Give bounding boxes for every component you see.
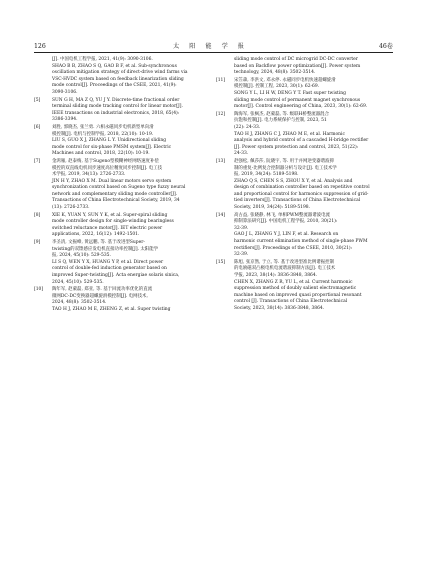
reference-number: [9] (34, 240, 41, 246)
reference-text-line: 陶年军, 赵蒙磊, 郑亚, 等. 基于回流功率优化的直流 (52, 287, 153, 293)
reference-text-line: SUN G H, MA Z Q, YU J Y. Discrete-time fractional order (52, 97, 180, 103)
reference-text-line: analysis and hybrid control of a cascaded H-bridge rectifier (234, 138, 369, 144)
reference-text-line: Machines and control, 2018, 22(10): 10-19. (52, 151, 150, 157)
reference-text-line: 抗饱和控制[J]. 电力系统保护与控制, 2023, 51 (234, 118, 327, 124)
reference-text-line: 宋笠森, 李洪文, 邓永停. 永磁同步电机快速超螺旋滑 (234, 77, 336, 83)
reference-text-line: (22): 24-33. (234, 124, 261, 130)
reference-text-line: Society, 2023, 38(14): 3836-3848, 3864. (234, 305, 325, 311)
reference-text-line: 24-33. (234, 151, 249, 157)
reference-entry (216, 213, 392, 259)
reference-text-line: harmonic current elimination method of single-phase PWM (234, 239, 368, 245)
reference-text-line: sliding mode control of permanent magnet synchronous (234, 97, 361, 103)
reference-text-line: Transactions of China Electrotechnical Society, 2019, 34 (52, 198, 180, 204)
reference-number: [11] (216, 77, 226, 83)
journal-title: 太阳能学报 (173, 43, 254, 50)
reference-number: [6] (34, 124, 41, 130)
reference-text-line: 的电励磁双凸极电机电流谐波抑制方法[J]. 电工技术 (234, 266, 336, 272)
left-reference-column (34, 57, 210, 315)
reference-text-line: tied inverters[J]. Transactions of China Electrotechnical (234, 198, 361, 204)
reference-entry (216, 78, 392, 111)
reference-text-line: rectifiers[J]. Proceedings of the CSEE, 2010, 30(21): (234, 245, 353, 251)
reference-text-line: terminal sliding mode tracking control for linear motor[J]. (52, 104, 183, 110)
reference-text-line: ZHAO Q S, CHEN S S, ZHOU X Y, et al. Analysis and (234, 178, 353, 184)
reference-text-line: 陶海军, 张枫杰, 赵蒙磊, 等. 级联H桥整流器混合 (234, 111, 330, 117)
reference-text-line: 模控的双直线电机同步速度高位精度同步控制[J]. 电工技 (52, 165, 163, 171)
reference-text-line: 赵强松, 佩莎莎, 阮晓宇, 等. 用于并网逆变器谐波抑 (234, 158, 335, 164)
reference-text-line: network and complementary sliding mode controller[J]. (52, 191, 178, 197)
reference-text-line: suppression method of doubly salient electromagnetic (234, 286, 357, 292)
reference-number: [5] (34, 97, 41, 103)
reference-entry (34, 57, 210, 97)
reference-text-line: [J]. 中国电机工程学报, 2021, 41(9): 3090-3106. (52, 57, 153, 62)
reference-text-line: LIU S, GUO X J, ZHANG L Y. Unidirectional sliding (52, 138, 167, 144)
reference-text-line: 32-39. (234, 252, 249, 258)
reference-text-line: 金鸿雁, 赵泰梅, 基于Sugeno型模糊神经网络速度补偿 (52, 158, 159, 164)
reference-text-line: 刘胜, 郭晓杰, 张兰勇. 六相永磁同步电机新型单向滑 (52, 124, 154, 130)
reference-text-line: oscillation mitigation strategy of direct-drive wind farms via (52, 70, 188, 76)
reference-text-line: motor[J]. Control engineering of China, 2023, 30(1): 62-69. (234, 104, 368, 110)
reference-entry (216, 57, 392, 77)
reference-text-line: 报, 2024, 45(10): 529-535. (52, 253, 111, 259)
reference-text-line: twisting的双馈感应发电机直接功率控制[J]. 太阳能学 (52, 246, 159, 252)
reference-text-line: 微网DC-DC变换器超螺旋滑模控制[J]. 电网技术, (52, 293, 148, 299)
reference-text-line: SONG Y L, LI H W, DENG Y T. Fast super twisting (234, 90, 346, 96)
reference-number: [8] (34, 212, 41, 218)
reference-number: [14] (216, 212, 226, 218)
reference-text-line: 李圣清, 文振峰, 黄远鹏, 等. 基于改进型Super- (52, 240, 145, 246)
reference-text-line: XIE K, YUAN Y, SUN Y K, et al. Super-spiral sliding (52, 212, 168, 218)
reference-text-line: switched reluctance motor[J]. IET electric power (52, 225, 163, 231)
reference-entry (34, 159, 210, 212)
reference-text-line: mode control[J]. Proceedings of the CSEE, 2021, 41(9): (52, 83, 177, 89)
reference-number: [12] (216, 111, 226, 117)
reference-entry (34, 125, 210, 158)
reference-entry (34, 213, 210, 239)
reference-text-line: machine based on improved quasi proportional resonant (234, 292, 362, 298)
reference-number: [10] (34, 287, 44, 293)
reference-number: [13] (216, 158, 226, 164)
reference-text-line: improved Super-twisting[J]. Acta energiae solaris sinica, (52, 273, 180, 278)
reference-text-line: 3090-3106. (52, 89, 78, 95)
reference-text-line: 2024, 48(8): 3502-3514. (52, 300, 107, 306)
reference-text-line: design of combination controller based on repetitive control (234, 185, 370, 191)
reference-text-line: 报, 2019, 34(24): 5189-5198. (234, 172, 299, 178)
reference-text-line: and proportional control for harmonics suppression of grid- (234, 191, 369, 197)
reference-number: [15] (216, 259, 226, 265)
reference-text-line: 模控制[J]. 控制工程, 2023, 30(1): 62-69. (234, 84, 320, 90)
reference-entry (34, 98, 210, 124)
reference-text-line: SHAO B B, ZHAO S Q, GAO B F, et al. Sub-synchronous (52, 63, 177, 69)
reference-text-line: synchronization control based on Sugeno type fuzzy neural (52, 185, 186, 191)
page-number: 126 (34, 43, 46, 50)
reference-text-line: VSC-HVDC system based on feedback linearization sliding (52, 76, 184, 82)
reference-entry (216, 159, 392, 212)
reference-text-line: control [J]. Transactions of China Electrotechnical (234, 299, 348, 305)
reference-text-line: based on Backflow power optimization[J]. Power system (234, 63, 361, 69)
reference-number: [7] (34, 158, 41, 164)
reference-text-line: Society, 2019, 34(24): 5189-5198. (234, 205, 311, 211)
reference-text-line: GAO J L, ZHANG Y J, LIN F, et al. Research on (234, 232, 339, 238)
reference-text-line: 陈旭, 张京然, 于立, 等. 基于改进型准比例谐振控制 (234, 259, 335, 265)
reference-text-line: mode control for six-phase PMSM system[J]. Electric (52, 144, 172, 150)
reference-entry (216, 112, 392, 158)
reference-text-line: 抑制算法研究[J]. 中国电机工程学报, 2010, 30(21): (234, 219, 338, 225)
reference-text-line: technology, 2024, 48(8): 3502-3514. (234, 70, 316, 76)
reference-text-line: IEEE transactions on industrial electronics, 2018, 65(4): (52, 110, 180, 116)
reference-text-line: 高古益, 张晓静, 林飞, 单相PWM整流器谐波电流 (234, 212, 330, 218)
reference-entry (34, 287, 210, 313)
reference-text-line: applications, 2022, 16(12): 1492-1501. (52, 232, 140, 238)
reference-entry (216, 260, 392, 313)
reference-text-line: 32-39. (234, 225, 249, 231)
reference-text-line: TAO H J, ZHANG C J, ZHAO M E, et al. Harmonic (234, 131, 345, 137)
reference-entry (34, 240, 210, 286)
reference-text-line: 2024, 45(10): 529-535. (52, 279, 104, 285)
reference-text-line: sliding mode control of DC microgrid DC-DC converter (234, 57, 358, 62)
right-reference-column (216, 57, 392, 314)
reference-text-line: [J]. Power system protection and control, 2023, 51(22): (234, 144, 359, 150)
reference-text-line: 模控制[J]. 电机与控制学报, 2018, 22(10): 10-19. (52, 131, 154, 137)
reference-text-line: control of double-fed induction generator based on (52, 266, 167, 272)
reference-text-line: CHEN X, ZHANG Z R, YU L, et al. Current harmonic (234, 279, 353, 285)
reference-text-line: 学报, 2023, 38(14): 3836-3848, 3864. (234, 273, 318, 278)
reference-text-line: JIN H Y, ZHAO X M. Dual linear motors servo system (52, 178, 172, 184)
reference-text-line: 3386-3394. (52, 117, 78, 123)
reference-text-line: 制的重复-比例复合控制器分析与设计[J]. 电工技术学 (234, 165, 337, 171)
reference-text-line: mode controller design for single-winding bearingless (52, 219, 174, 225)
reference-text-line: (13): 2726-2733. (52, 205, 90, 211)
volume-label: 46卷 (378, 43, 393, 50)
reference-text-line: 术学报, 2019, 34(13): 2726-2733. (52, 172, 126, 178)
reference-text-line: TAO H J, ZHAO M E, ZHENG Z, et al. Super twisting (52, 306, 171, 312)
reference-text-line: LI S Q, WEN Y X, HUANG Y P, et al. Direct power (52, 259, 164, 265)
running-header (34, 42, 393, 53)
